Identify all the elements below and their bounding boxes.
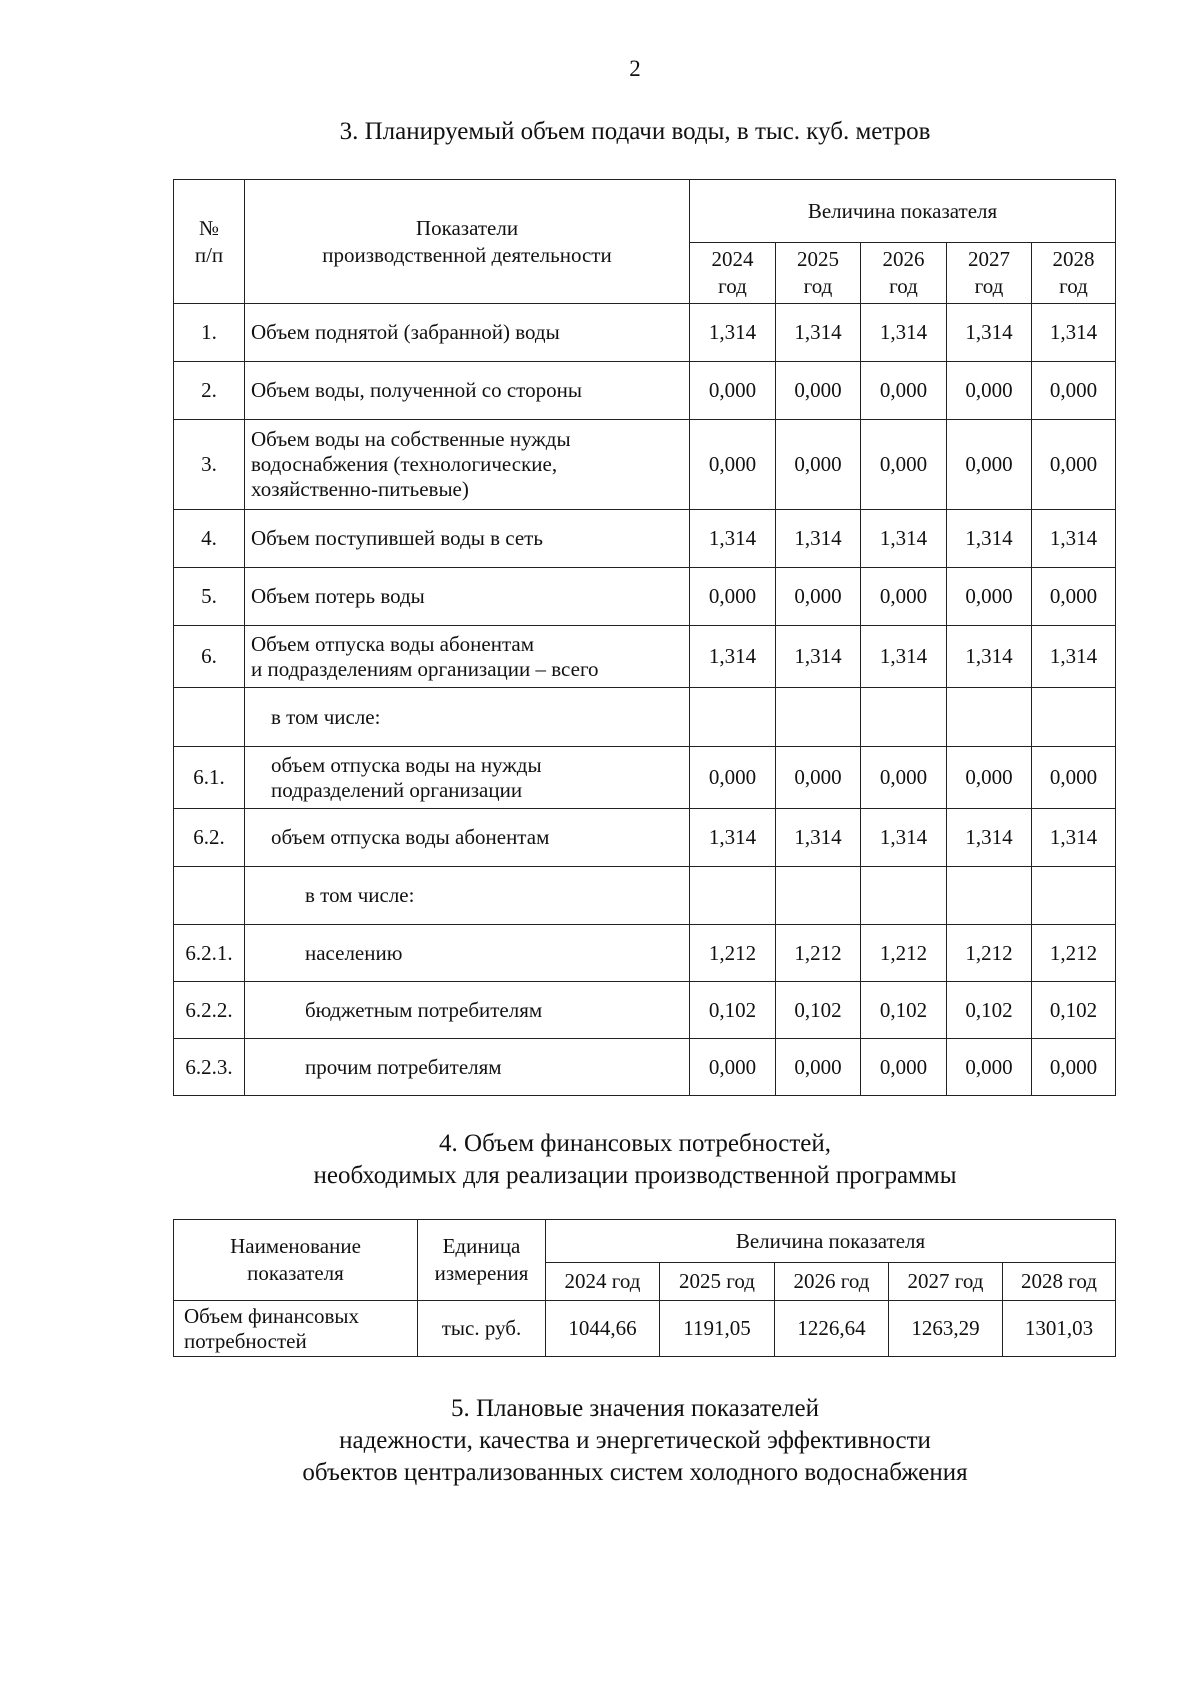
header-indicator <box>245 180 690 304</box>
row-value: 0,000 <box>1032 747 1116 809</box>
table-row <box>174 420 1116 510</box>
row-name <box>245 1039 690 1096</box>
section-5-title-line1: 5. Плановые значения показателей <box>450 1395 820 1422</box>
row-value <box>776 867 861 925</box>
row-name-line: в том числе: <box>305 883 415 907</box>
section-4-title-line1: 4. Объем финансовых потребностей, <box>439 1130 831 1157</box>
year-unit: год <box>974 274 1004 298</box>
row-value <box>947 688 1032 747</box>
section-5-title-line3: объектов централизованных систем холодного водоснабжения <box>302 1459 968 1486</box>
year-label: 2027 <box>968 247 1010 271</box>
header-year: 2024 год <box>546 1263 660 1301</box>
row-value <box>861 867 947 925</box>
financial-needs-table <box>173 1219 1116 1357</box>
row-value: 0,000 <box>776 420 861 510</box>
row-value: 0,000 <box>947 1039 1032 1096</box>
header-year-2024 <box>690 243 776 304</box>
water-supply-table-body <box>174 304 1116 1096</box>
row-name-line: хозяйственно-питьевые) <box>251 477 469 501</box>
row-value: 1,314 <box>861 304 947 362</box>
water-supply-table <box>173 179 1116 1096</box>
row-value: 1,314 <box>776 809 861 867</box>
row-name-line: и подразделениям организации – всего <box>251 656 599 681</box>
row-num <box>174 688 245 747</box>
row-value: 0,000 <box>861 420 947 510</box>
row-name-line: водоснабжения (технологические, <box>251 452 558 476</box>
row-name-line: Объем поднятой (забранной) воды <box>251 320 560 344</box>
row-value: 0,000 <box>690 362 776 420</box>
year-label: 2024 <box>711 247 754 271</box>
header-year: 2027 год <box>889 1263 1003 1301</box>
row-num: 6.1. <box>174 747 245 809</box>
row-name <box>245 747 690 809</box>
row-value: 0,000 <box>690 568 776 626</box>
row-value <box>690 867 776 925</box>
row-name-line: подразделений организации <box>271 777 523 802</box>
year-unit: год <box>718 274 747 298</box>
row-value: 1,314 <box>1032 304 1116 362</box>
row-value: 0,000 <box>947 362 1032 420</box>
row-value: 0,000 <box>776 568 861 626</box>
row-name-line2: потребностей <box>184 1328 307 1353</box>
header-unit-line2: измерения <box>434 1261 529 1285</box>
row-value: 1,314 <box>690 304 776 362</box>
row-value: 1,314 <box>947 510 1032 568</box>
row-name <box>174 1301 418 1357</box>
row-unit: тыс. руб. <box>418 1301 546 1357</box>
header-indicator-line2: производственной деятельности <box>322 242 612 267</box>
row-value: 1,314 <box>776 626 861 688</box>
row-name-line: в том числе: <box>271 704 381 729</box>
row-value: 1,314 <box>1032 510 1116 568</box>
row-value <box>1032 867 1116 925</box>
row-value: 1,212 <box>776 925 861 982</box>
table-row <box>174 1039 1116 1096</box>
row-name-line: Объем отпуска воды абонентам <box>251 631 535 656</box>
table-row <box>174 925 1116 982</box>
row-name <box>245 568 690 626</box>
row-value: 0,000 <box>947 568 1032 626</box>
row-value: 0,000 <box>1032 1039 1116 1096</box>
row-value: 1226,64 <box>775 1301 889 1357</box>
header-year-2027 <box>947 243 1032 304</box>
row-name <box>245 867 690 925</box>
row-name <box>245 925 690 982</box>
row-name <box>245 688 690 747</box>
row-value: 1,314 <box>861 626 947 688</box>
row-value: 0,000 <box>776 362 861 420</box>
row-value: 0,000 <box>690 1039 776 1096</box>
header-year: 2028 год <box>1003 1263 1116 1301</box>
section-3-title-text: 3. Планируемый объем подачи воды, в тыс. куб. метров <box>339 118 931 145</box>
row-value: 0,000 <box>861 747 947 809</box>
row-value: 1,314 <box>776 510 861 568</box>
header-num-line2: п/п <box>194 242 224 267</box>
year-unit: год <box>889 274 918 298</box>
row-value: 1191,05 <box>660 1301 775 1357</box>
row-value: 0,000 <box>861 1039 947 1096</box>
table-row <box>174 568 1116 626</box>
row-value: 1,212 <box>1032 925 1116 982</box>
year-label: 2025 <box>797 247 839 271</box>
row-value: 0,000 <box>1032 362 1116 420</box>
row-name-line: Объем поступившей воды в сеть <box>251 526 543 550</box>
table-row <box>174 688 1116 747</box>
row-name-line: Объем воды, полученной со стороны <box>251 378 582 402</box>
header-value-group: Величина показателя <box>546 1220 1116 1263</box>
row-value: 1,314 <box>947 626 1032 688</box>
row-name-line: прочим потребителям <box>305 1054 502 1079</box>
row-value: 0,102 <box>861 982 947 1039</box>
header-year-2026 <box>861 243 947 304</box>
row-value: 0,000 <box>1032 420 1116 510</box>
table-row <box>174 867 1116 925</box>
row-num: 4. <box>174 510 245 568</box>
row-name <box>245 420 690 510</box>
row-num: 6.2.2. <box>174 982 245 1039</box>
row-name-line: Объем воды на собственные нужды <box>251 427 571 451</box>
row-num: 2. <box>174 362 245 420</box>
header-value-group: Величина показателя <box>690 180 1116 243</box>
row-num: 6. <box>174 626 245 688</box>
row-value: 1,314 <box>861 510 947 568</box>
row-value: 0,000 <box>861 568 947 626</box>
header-year: 2025 год <box>660 1263 775 1301</box>
row-value: 0,000 <box>1032 568 1116 626</box>
row-value: 0,000 <box>947 747 1032 809</box>
row-value: 0,102 <box>1032 982 1116 1039</box>
row-name-line: населению <box>305 940 403 965</box>
row-value: 1263,29 <box>889 1301 1003 1357</box>
section-3-title <box>0 116 1200 148</box>
row-value: 0,000 <box>690 420 776 510</box>
financial-needs-table-body <box>174 1301 1116 1357</box>
header-num <box>174 180 245 304</box>
row-value: 1,212 <box>947 925 1032 982</box>
row-name <box>245 510 690 568</box>
row-value: 0,000 <box>690 747 776 809</box>
row-num: 6.2. <box>174 809 245 867</box>
row-name <box>245 809 690 867</box>
row-value: 1,314 <box>776 304 861 362</box>
header-num-line1: № <box>198 215 220 240</box>
water-supply-table-header <box>174 180 1116 304</box>
row-value <box>861 688 947 747</box>
page-number: 2 <box>629 56 641 81</box>
section-5-title <box>0 1393 1200 1489</box>
row-name-line: бюджетным потребителям <box>305 997 543 1022</box>
row-value: 1,314 <box>1032 809 1116 867</box>
table-row <box>174 982 1116 1039</box>
header-unit <box>418 1220 546 1301</box>
row-name-line: объем отпуска воды на нужды <box>271 752 542 777</box>
row-value <box>947 867 1032 925</box>
row-num: 1. <box>174 304 245 362</box>
table-row <box>174 626 1116 688</box>
row-name-line: объем отпуска воды абонентам <box>271 825 550 849</box>
header-year-2025 <box>776 243 861 304</box>
row-value: 1,314 <box>690 510 776 568</box>
table-row <box>174 362 1116 420</box>
row-value: 1,212 <box>861 925 947 982</box>
row-name <box>245 362 690 420</box>
year-label: 2028 <box>1052 247 1095 271</box>
row-value: 1,314 <box>1032 626 1116 688</box>
row-value: 1044,66 <box>546 1301 660 1357</box>
table-row <box>174 809 1116 867</box>
row-num: 6.2.1. <box>174 925 245 982</box>
table-row <box>174 510 1116 568</box>
row-num: 5. <box>174 568 245 626</box>
row-name-line1: Объем финансовых <box>184 1303 360 1328</box>
row-value: 0,102 <box>776 982 861 1039</box>
row-value: 0,000 <box>776 747 861 809</box>
row-num: 3. <box>174 420 245 510</box>
year-unit: год <box>803 274 833 298</box>
row-value <box>1032 688 1116 747</box>
year-label: 2026 <box>882 247 925 271</box>
row-value: 1,314 <box>690 626 776 688</box>
section-4-title-line2: необходимых для реализации производственной программы <box>313 1162 957 1189</box>
row-value: 1,314 <box>947 304 1032 362</box>
row-num: 6.2.3. <box>174 1039 245 1096</box>
financial-needs-table-header <box>174 1220 1116 1301</box>
row-name <box>245 304 690 362</box>
row-name <box>245 626 690 688</box>
header-name <box>174 1220 418 1301</box>
row-name-line: Объем потерь воды <box>251 584 425 608</box>
table-row <box>174 1301 1116 1357</box>
row-value: 0,000 <box>776 1039 861 1096</box>
header-indicator-line1: Показатели <box>415 215 519 240</box>
row-value: 0,000 <box>947 420 1032 510</box>
row-value <box>776 688 861 747</box>
row-value: 1,314 <box>690 809 776 867</box>
row-value: 0,000 <box>861 362 947 420</box>
section-5-title-line2: надежности, качества и энергетической эффективности <box>339 1427 931 1454</box>
table-row <box>174 747 1116 809</box>
header-name-line1: Наименование <box>230 1234 361 1258</box>
row-value: 1,314 <box>947 809 1032 867</box>
row-value: 0,102 <box>947 982 1032 1039</box>
row-value: 1,212 <box>690 925 776 982</box>
row-value <box>690 688 776 747</box>
row-value: 1301,03 <box>1003 1301 1116 1357</box>
row-name <box>245 982 690 1039</box>
header-unit-line1: Единица <box>442 1234 521 1258</box>
row-value: 0,102 <box>690 982 776 1039</box>
table-row <box>174 304 1116 362</box>
header-year-2028 <box>1032 243 1116 304</box>
section-4-title <box>0 1128 1200 1192</box>
row-num <box>174 867 245 925</box>
header-year: 2026 год <box>775 1263 889 1301</box>
year-unit: год <box>1059 274 1088 298</box>
row-value: 1,314 <box>861 809 947 867</box>
header-name-line2: показателя <box>247 1261 344 1285</box>
